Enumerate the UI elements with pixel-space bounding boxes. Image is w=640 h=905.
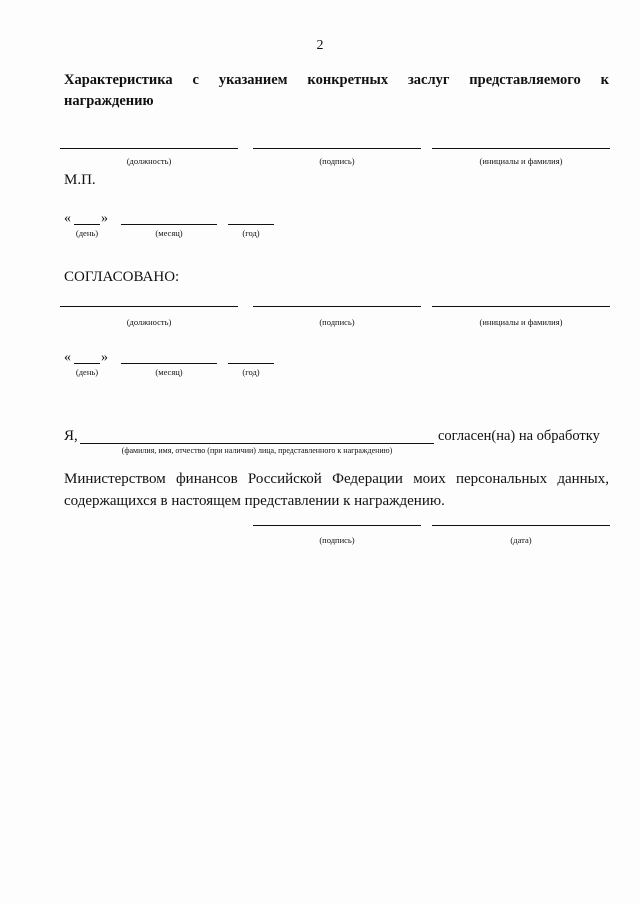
- signature-field-line: [253, 306, 421, 307]
- heading-word: Характеристика: [64, 72, 173, 88]
- month-caption: (месяц): [155, 228, 183, 238]
- year-caption: (год): [242, 367, 260, 377]
- date-open-quote: «: [64, 211, 71, 226]
- name-caption: (фамилия, имя, отчество (при наличии) лица, представленного к награждению): [121, 446, 393, 455]
- signature-field-line: [253, 148, 421, 149]
- initials-caption: (инициалы и фамилия): [479, 317, 563, 327]
- date-field-line: [432, 525, 610, 526]
- year-field-line: [228, 224, 274, 225]
- signature-caption: (подпись): [319, 535, 355, 545]
- heading-word: с: [192, 72, 199, 88]
- year-caption: (год): [242, 228, 260, 238]
- name-field-line: [80, 443, 434, 444]
- signature-caption: (подпись): [319, 317, 355, 327]
- heading-word: указанием: [218, 72, 288, 88]
- initials-field-line: [432, 148, 610, 149]
- month-caption: (месяц): [155, 367, 183, 377]
- signature-field-line: [253, 525, 421, 526]
- stamp-label: М.П.: [64, 172, 96, 188]
- consent-suffix: согласен(на) на обработку: [438, 428, 600, 444]
- month-field-line: [121, 224, 217, 225]
- heading-word: представляемого: [469, 72, 581, 88]
- heading-word: конкретных: [307, 72, 389, 88]
- heading-word: к: [600, 72, 609, 88]
- position-caption: (должность): [126, 156, 172, 166]
- position-field-line: [60, 306, 238, 307]
- heading-line-1: [64, 70, 609, 91]
- day-field-line: [74, 224, 100, 225]
- page-number: 2: [316, 38, 324, 53]
- form-heading: [64, 70, 609, 112]
- day-caption: (день): [75, 228, 99, 238]
- consent-prefix: Я,: [64, 428, 78, 444]
- date-close-quote: »: [101, 211, 108, 226]
- initials-caption: (инициалы и фамилия): [479, 156, 563, 166]
- date-caption: (дата): [510, 535, 532, 545]
- year-field-line: [228, 363, 274, 364]
- initials-field-line: [432, 306, 610, 307]
- heading-word: заслуг: [407, 72, 450, 88]
- position-field-line: [60, 148, 238, 149]
- agreed-label: СОГЛАСОВАНО:: [64, 269, 180, 285]
- heading-line-2: награждению: [64, 93, 154, 109]
- day-caption: (день): [75, 367, 99, 377]
- day-field-line: [74, 363, 100, 364]
- date-open-quote: «: [64, 350, 71, 365]
- month-field-line: [121, 363, 217, 364]
- signature-caption: (подпись): [319, 156, 355, 166]
- date-close-quote: »: [101, 350, 108, 365]
- position-caption: (должность): [126, 317, 172, 327]
- consent-paragraph: Министерством финансов Российской Федерации моих персональных данных, содержащихся в настоящем представлении к награждению.: [64, 471, 609, 509]
